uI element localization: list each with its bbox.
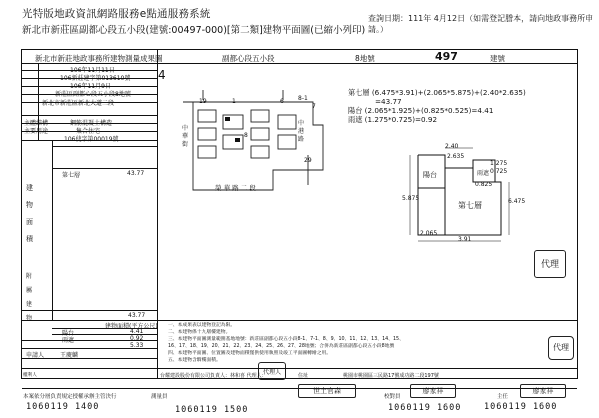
attach-awning-value: 0.92 bbox=[130, 335, 144, 342]
row-structure-label: 主體結構 bbox=[24, 120, 49, 127]
attach-balcony-label: 陽台 bbox=[62, 330, 75, 337]
document-title: 新北市新莊區副都心段五小段(建號:00497-000)[第二類]建物平面圖(已縮小列印) bbox=[22, 25, 366, 36]
area-total: 43.77 bbox=[128, 312, 146, 319]
footer-code-2: 1060119 1500 bbox=[175, 405, 249, 415]
building-area-vertical-label: 建 物 面 積 bbox=[26, 184, 40, 243]
building-number: 497 bbox=[435, 50, 458, 63]
footer-code-3: 1060119 1600 bbox=[388, 403, 462, 413]
row-date-2: 106年11月9日 bbox=[70, 83, 111, 90]
footer-code-4: 1060119 1600 bbox=[484, 402, 558, 412]
row-permit: 106新莊建字第013610號 bbox=[60, 75, 131, 82]
surveyor-label: 測量員 bbox=[151, 394, 168, 400]
agent-seal-lower: 代理 bbox=[548, 336, 574, 360]
dim-2-635: 2.635 bbox=[447, 153, 465, 160]
note-3: 三、本建物平面圖測量範圍基地地號：新莊區副都心段五小段8-1、7-1、8、9、10、11、12、13、14、15、 bbox=[168, 337, 404, 342]
calc-line-4: 雨遮 (1.275*0.725)=0.92 bbox=[348, 115, 438, 124]
director-label: 主任 bbox=[497, 394, 509, 400]
road-label-zhonggang: 中 港 路 bbox=[298, 120, 305, 143]
footer-note: 本案依分層負責規定授權承辦主管決行 bbox=[23, 394, 117, 400]
dim-0-825: 0.825 bbox=[475, 181, 493, 188]
calc-line-1: 第七層 (6.475*3.91)+(2.065*5.875)+(2.40*2.635) bbox=[348, 88, 526, 97]
road-label-zhonghua: 中 華 街 bbox=[182, 125, 189, 148]
row-address: 新北市新莊區新北大道二段 bbox=[42, 100, 115, 107]
lot-label-8-1: 8-1 bbox=[298, 95, 308, 102]
address-value: 桃園市桃園區三民路17號成功路二段197號 bbox=[343, 373, 439, 379]
building-number-label: 建號 bbox=[490, 54, 505, 63]
attach-header: 建物面積(平方公尺) bbox=[105, 323, 158, 330]
dim-2-40: 2.40 bbox=[445, 143, 459, 150]
stamp-surveyor: 世土官森 bbox=[298, 384, 356, 398]
road-label-ronghua: 榮 華 路 二 段 bbox=[215, 184, 256, 192]
attach-balcony-value: 4.41 bbox=[130, 328, 144, 335]
dim-0-725: 0.725 bbox=[490, 168, 508, 175]
checker-label: 校對員 bbox=[384, 394, 401, 400]
building-block bbox=[198, 110, 216, 122]
row-use: 集合住宅 bbox=[76, 128, 101, 135]
lot-label-1: 1 bbox=[232, 98, 236, 105]
notes-divider bbox=[158, 320, 577, 321]
site-title: 光特版地政資訊網路服務e點通服務系統 bbox=[22, 8, 211, 20]
calc-line-3: 陽台 (2.065*1.925)+(0.825*0.525)=4.41 bbox=[348, 106, 494, 115]
note-5: 五、本建物含騎樓面積。 bbox=[168, 358, 221, 363]
area-value: 43.77 bbox=[127, 170, 145, 177]
note-4: 四、本建物平面圖、位置圖及建物面積僅供使用執照及竣工平面圖轉繪之用。 bbox=[168, 351, 332, 356]
row-date-1: 106年11月11日 bbox=[70, 67, 115, 74]
lot-label-8: 8 bbox=[244, 132, 248, 139]
stamp-director: 廖家祥 bbox=[520, 384, 566, 398]
lot-label-6: 6 bbox=[280, 98, 284, 105]
attach-total: 5.33 bbox=[130, 342, 144, 349]
sheet-number: 4 bbox=[158, 68, 166, 82]
agent-seal-name: 代理人 bbox=[258, 362, 286, 380]
area-floor: 第七層 bbox=[62, 172, 81, 179]
dim-3-91: 3.91 bbox=[458, 236, 472, 243]
dim-5-875: 5.875 bbox=[402, 195, 420, 202]
agent-company: 台耀建設股份有限公司負責人：林和喜 代理人： bbox=[160, 373, 267, 379]
lot-label-29: 29 bbox=[304, 157, 312, 164]
dim-1-275: 1.275 bbox=[490, 160, 508, 167]
floor-plan-balcony: 陽台 bbox=[423, 171, 437, 179]
stamp-checker: 廖家祥 bbox=[410, 384, 456, 398]
floor-plan-awning: 雨遮 bbox=[477, 170, 490, 177]
query-date: 查詢日期：111年 4月12日（如需登記謄本，請向地政事務所申請。） bbox=[368, 14, 594, 34]
notes-block bbox=[168, 322, 498, 364]
note-1: 一、本成果表以建物登記為限。 bbox=[168, 323, 236, 328]
lot-number: 8地號 bbox=[355, 54, 375, 63]
dim-6-475: 6.475 bbox=[508, 198, 526, 205]
owner-label: 權利人 bbox=[23, 373, 37, 378]
attach-awning-label: 雨遮 bbox=[62, 337, 75, 344]
floor-plan-floor: 第七層 bbox=[458, 201, 482, 210]
section-name: 副都心段五小段 bbox=[222, 54, 275, 63]
row-structure: 鋼筋混凝土構造 bbox=[70, 120, 113, 127]
row-usage-permit: 106使字第00019號 bbox=[64, 136, 119, 143]
row-use-label: 主要用途 bbox=[24, 128, 49, 135]
note-2: 二、本建物係十九層樓建物。 bbox=[168, 330, 231, 335]
note-3b: 16、17、18、19、20、21、22、23、24、25、26、27、28地號；合併為新莊區副都心段五小段8地號 bbox=[168, 344, 395, 349]
attached-vertical-label: 附 屬 建 物 bbox=[26, 273, 39, 322]
office-title: 新北市新莊地政事務所建物測量成果圖 bbox=[35, 54, 163, 63]
row-location: 新莊區副都心段五小段8地號 bbox=[55, 91, 131, 98]
applicant-value: 王慶麟 bbox=[60, 352, 79, 359]
agent-seal-upper: 代理 bbox=[534, 250, 566, 278]
applicant-label: 申請人 bbox=[26, 352, 45, 359]
address-label: 住址 bbox=[298, 373, 309, 379]
lot-label-19: 19 bbox=[199, 98, 207, 105]
bottom-divider-1 bbox=[22, 368, 577, 369]
lot-label-7: 7 bbox=[312, 103, 316, 110]
calc-line-2: =43.77 bbox=[375, 97, 402, 106]
dim-2-065: 2.065 bbox=[420, 230, 438, 237]
footer-code-1: 1060119 1400 bbox=[26, 402, 100, 412]
